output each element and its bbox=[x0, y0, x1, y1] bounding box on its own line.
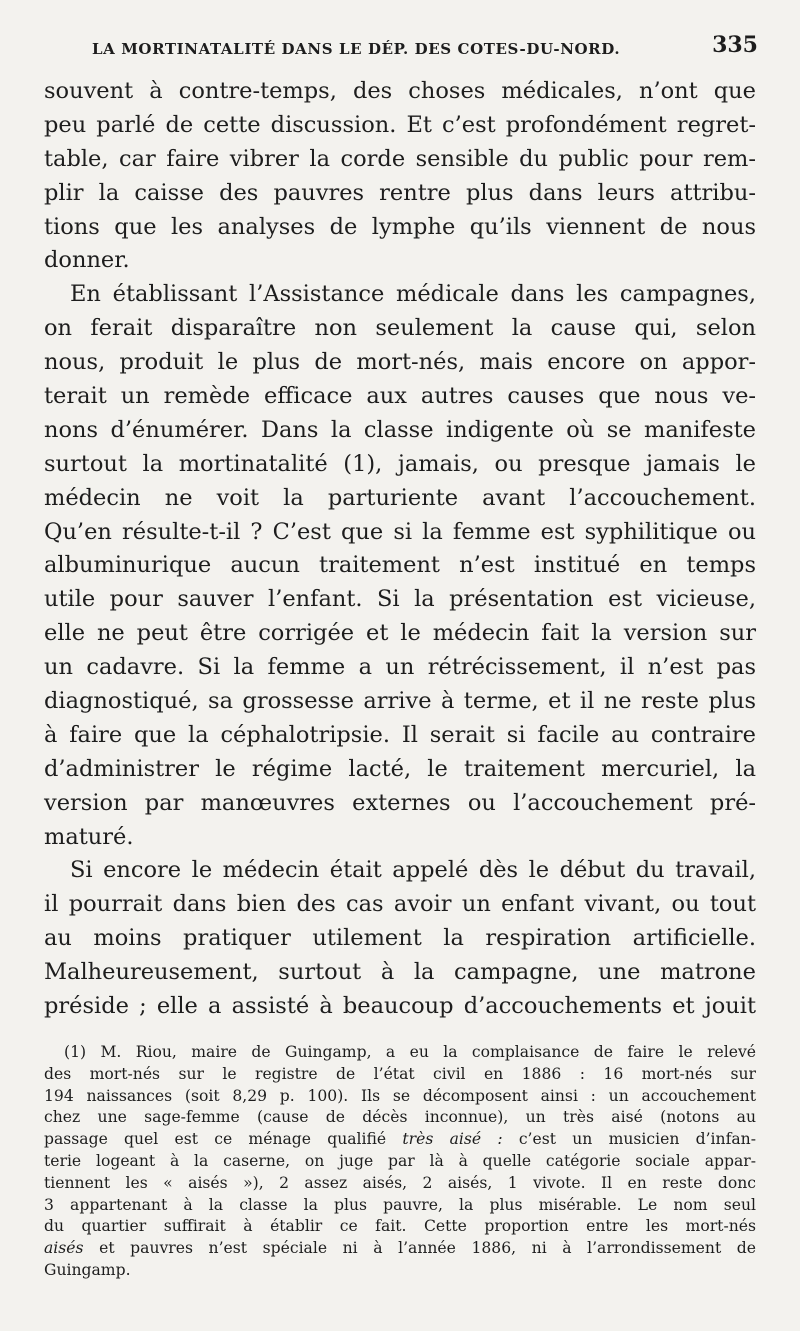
text-line: un cadavre. Si la femme a un rétrécissement, il n’est pas bbox=[44, 654, 756, 681]
footnote-line: du quartier suffirait à établir ce fait. Cette proportion entre les mort-nés bbox=[44, 1217, 756, 1236]
text-line: à faire que la céphalotripsie. Il serait si facile au contraire bbox=[44, 721, 756, 748]
text-line: diagnostiqué, sa grossesse arrive à terme, et il ne reste plus bbox=[44, 688, 756, 715]
text-line: albuminurique aucun traitement n’est institué en temps bbox=[44, 552, 756, 579]
text-line: il pourrait dans bien des cas avoir un enfant vivant, ou tout bbox=[44, 891, 756, 918]
text-line: plir la caisse des pauvres rentre plus dans leurs attribu- bbox=[44, 179, 756, 206]
text-line: au moins pratiquer utilement la respiration artificielle. bbox=[44, 925, 756, 952]
footnote-line: chez une sage-femme (cause de décès inconnue), un très aisé (notons au bbox=[44, 1108, 756, 1127]
footnote-line bbox=[44, 1238, 756, 1260]
text-line: Qu’en résulte-t-il ? C’est que si la femme est syphilitique ou bbox=[44, 518, 756, 545]
footnote-fragment: passage quel est ce ménage qualifié bbox=[44, 1130, 387, 1149]
footnote-line: (1) M. Riou, maire de Guingamp, a eu la complaisance de faire le relevé bbox=[64, 1043, 756, 1061]
text-line: Si encore le médecin était appelé dès le début du travail, bbox=[70, 857, 756, 884]
text-line: donner. bbox=[44, 247, 130, 274]
text-line: elle ne peut être corrigée et le médecin fait la version sur bbox=[44, 620, 756, 647]
text-line: on ferait disparaître non seulement la cause qui, selon bbox=[44, 315, 756, 342]
footnote-line: terie logeant à la caserne, on juge par là à quelle catégorie sociale appar- bbox=[44, 1151, 756, 1170]
footnote-line: 3 appartenant à la classe la plus pauvre, la plus misérable. Le nom seul bbox=[44, 1195, 756, 1214]
footnote bbox=[44, 1042, 756, 1282]
text-line: souvent à contre-temps, des choses médicales, n’ont que bbox=[44, 78, 756, 104]
footnote-italic: très aisé : bbox=[402, 1130, 503, 1149]
text-line: préside ; elle a assisté à beaucoup d’accouchements et jouit bbox=[44, 993, 756, 1020]
running-head-title: LA MORTINATALITÉ DANS LE DÉP. DES COTES-DU-NORD. bbox=[92, 40, 621, 58]
text-line: maturé. bbox=[44, 823, 134, 850]
footnote-italic: aisés bbox=[44, 1239, 84, 1258]
footnote-line: des mort-nés sur le registre de l’état civil en 1886 : 16 mort-nés sur bbox=[44, 1064, 756, 1083]
text-line: utile pour sauver l’enfant. Si la présentation est vicieuse, bbox=[44, 586, 756, 613]
footnote-line: Guingamp. bbox=[44, 1260, 131, 1279]
footnote-fragment: et pauvres n’est spéciale ni à l’année 1886, ni à l’arrondissement de bbox=[99, 1239, 756, 1258]
text-line: version par manœuvres externes ou l’accouchement pré- bbox=[44, 789, 756, 816]
footnote-line: tiennent les « aisés »), 2 assez aisés, 2 aisés, 1 vivote. Il en reste donc bbox=[44, 1173, 756, 1192]
main-text bbox=[44, 75, 756, 1024]
text-line: En établissant l’Assistance médicale dans les campagnes, bbox=[70, 281, 756, 308]
text-line: table, car faire vibrer la corde sensible du public pour rem- bbox=[44, 145, 756, 172]
text-line: terait un remède efficace aux autres causes que nous ve- bbox=[44, 383, 756, 410]
text-line: Malheureusement, surtout à la campagne, une matrone bbox=[44, 959, 756, 986]
text-line: peu parlé de cette discussion. Et c’est profondément regret- bbox=[44, 111, 756, 138]
text-line: nons d’énumérer. Dans la classe indigente où se manifeste bbox=[44, 416, 756, 443]
text-line: tions que les analyses de lymphe qu’ils viennent de nous bbox=[44, 213, 756, 240]
text-line: d’administrer le régime lacté, le traitement mercuriel, la bbox=[44, 755, 756, 782]
page-number: 335 bbox=[712, 32, 758, 58]
footnote-line: 194 naissances (soit 8,29 p. 100). Ils se décomposent ainsi : un accouchement bbox=[44, 1086, 756, 1105]
footnote-fragment: c’est un musicien d’infan- bbox=[518, 1130, 756, 1149]
text-line: surtout la mortinatalité (1), jamais, ou presque jamais le bbox=[44, 450, 756, 477]
footnote-line bbox=[44, 1129, 756, 1151]
text-line: nous, produit le plus de mort-nés, mais encore on appor- bbox=[44, 349, 756, 376]
text-line: médecin ne voit la parturiente avant l’accouchement. bbox=[44, 484, 756, 511]
